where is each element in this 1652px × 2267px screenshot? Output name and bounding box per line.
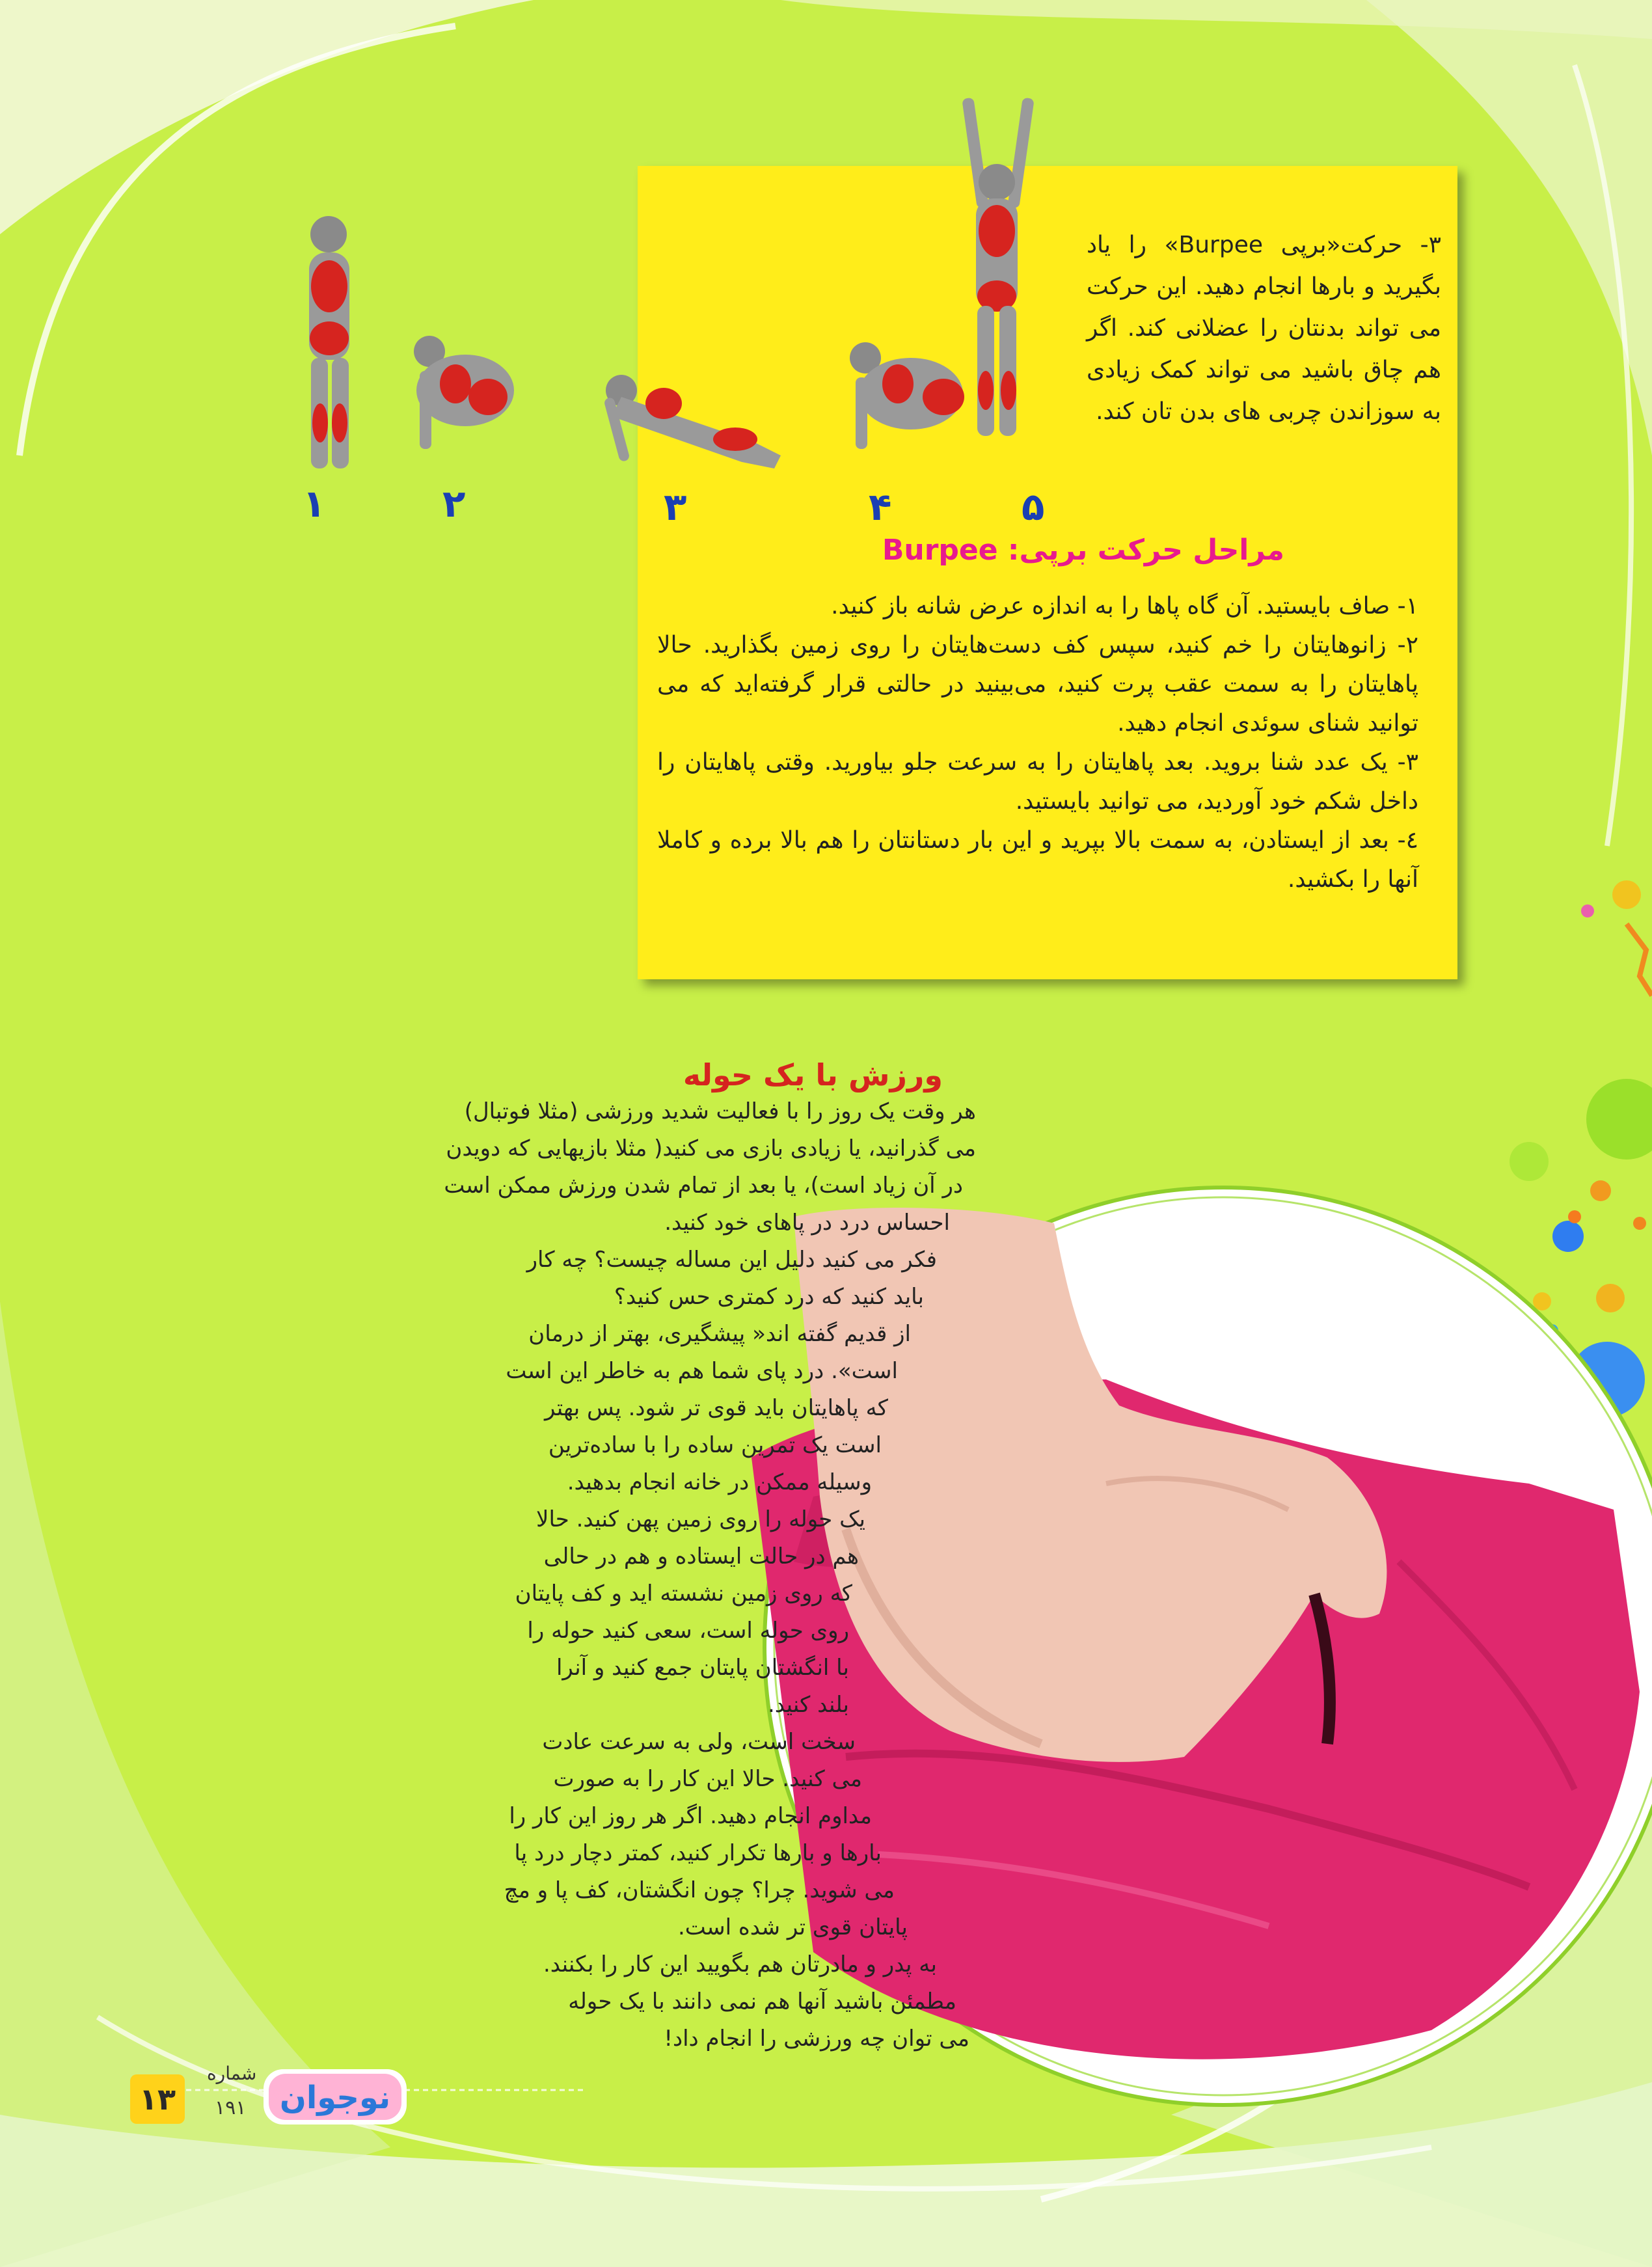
figure-number-3: ۳ — [664, 485, 687, 529]
towel-line: می شوید. چرا؟ چون انگشتان، کف پا و مچ — [504, 1877, 895, 1903]
towel-line: است». درد پای شما هم به خاطر این است — [506, 1358, 898, 1384]
deco-dot — [1510, 1142, 1549, 1181]
deco-dot — [1581, 904, 1594, 917]
deco-dot — [1596, 1284, 1625, 1312]
towel-line: بلند کنید. — [768, 1692, 849, 1718]
burpee-steps — [657, 587, 1418, 899]
figure-squat — [414, 336, 514, 449]
towel-line: از قدیم گفته اند« پیشگیری، بهتر از درمان — [528, 1321, 911, 1347]
towel-line: که روی زمین نشسته اید و کف پایتان — [515, 1581, 852, 1607]
burpee-heading: مراحل حرکت برپی: Burpee — [882, 534, 1284, 567]
logo-text: نوجوان — [279, 2080, 391, 2116]
towel-line: در آن زیاد است)، یا بعد از تمام شدن ورزش ممکن است — [444, 1173, 963, 1199]
towel-line: است یک تمرین ساده را با ساده‌ترین — [548, 1432, 882, 1458]
magazine-logo — [257, 2059, 413, 2131]
burpee-intro-text: ۳- حرکت«برپی Burpee» را یاد بگیرید و بارها انجام دهید. این حرکت می تواند بدنتان را عضلانی کند. اگر هم چاق باشید می تواند کمک زیادی به سوزاندن چربی های بدن تان کند. — [1087, 232, 1441, 425]
towel-line: هم در حالت ایستاده و هم در حالی — [543, 1543, 859, 1569]
figure-number-2: ۲ — [442, 482, 466, 526]
deco-dot — [1612, 880, 1641, 909]
towel-line: روی حوله است، سعی کنید حوله را — [527, 1618, 849, 1644]
towel-line: احساس درد در پاهای خود کنید. — [664, 1210, 950, 1236]
burpee-step-4: ٤- بعد از ایستادن، به سمت بالا بپرید و این بار دستانتان را هم بالا برده و کاملا آنها را بکشید. — [657, 827, 1418, 893]
issue-number: ۱۹۱ — [215, 2097, 247, 2119]
towel-line: وسیله ممکن در خانه انجام بدهید. — [567, 1469, 872, 1495]
towel-line: پایتان قوی تر شده است. — [677, 1914, 908, 1940]
towel-line: مطمئن باشید آنها هم نمی دانند با یک حوله — [568, 1989, 956, 2015]
burpee-step-2: ۲- زانوهایتان را خم کنید، سپس کف دست‌هایتان را روی زمین بگذارید. حالا پاهایتان را به سمت عقب پرت کنید، می‌بینید در حالتی قرار گرفته‌اید که می توانید شنای سوئدی انجام دهید. — [657, 632, 1418, 737]
towel-line: باید کنید که درد کمتری حس کنید؟ — [614, 1284, 924, 1310]
figure-number-1: ۱ — [303, 482, 326, 526]
deco-dot — [1590, 1180, 1611, 1201]
deco-dot — [1552, 1221, 1584, 1252]
deco-dot — [1568, 1210, 1581, 1223]
towel-line: فکر می کنید دلیل این مساله چیست؟ چه کار — [526, 1247, 937, 1273]
burpee-step-3: ۳- یک عدد شنا بروید. بعد پاهایتان را به سرعت جلو بیاورید. وقتی پاهایتان را داخل شکم خود آوردید، می توانید بایستید. — [657, 749, 1418, 815]
issue-label: شماره — [207, 2063, 257, 2084]
towel-line: می کنید. حالا این کار را به صورت — [553, 1766, 862, 1792]
burpee-step-1: ۱- صاف بایستید. آن گاه پاها را به اندازه عرض شانه باز کنید. — [831, 593, 1418, 619]
towel-line: یک حوله را روی زمین پهن کنید. حالا — [536, 1506, 865, 1532]
towel-line: با انگشتان پایتان جمع کنید و آنرا — [556, 1655, 849, 1681]
towel-line: مداوم انجام دهید. اگر هر روز این کار را — [509, 1803, 872, 1829]
figure-squat-return — [850, 342, 964, 449]
towel-line: به پدر و مادرتان هم بگویید این کار را بکنند. — [543, 1951, 937, 1977]
figure-standing — [309, 216, 349, 468]
page-number: ۱۳ — [130, 2074, 185, 2124]
figure-plank — [603, 375, 781, 468]
towel-line: بارها و بارها تکرار کنید، کمتر دچار درد پا — [514, 1840, 882, 1866]
figure-number-4: ۴ — [869, 485, 892, 529]
figure-number-5: ۵ — [1022, 485, 1045, 529]
towel-line: می توان چه ورزشی را انجام داد! — [664, 2026, 969, 2052]
burpee-figures — [273, 91, 1093, 547]
towel-line: می گذرانید، یا زیادی بازی می کنید( مثلا بازیهایی که دویدن — [446, 1135, 976, 1161]
figure-jump — [962, 98, 1034, 436]
towel-article — [444, 1093, 976, 2057]
towel-line: سخت است، ولی به سرعت عادت — [542, 1729, 856, 1755]
towel-heading: ورزش با یک حوله — [683, 1057, 943, 1093]
towel-line: که پاهایتان باید قوی تر شود. پس بهتر — [545, 1395, 888, 1421]
deco-dot — [1633, 1217, 1646, 1230]
towel-line: هر وقت یک روز را با فعالیت شدید ورزشی (مثلا فوتبال) — [464, 1098, 976, 1124]
